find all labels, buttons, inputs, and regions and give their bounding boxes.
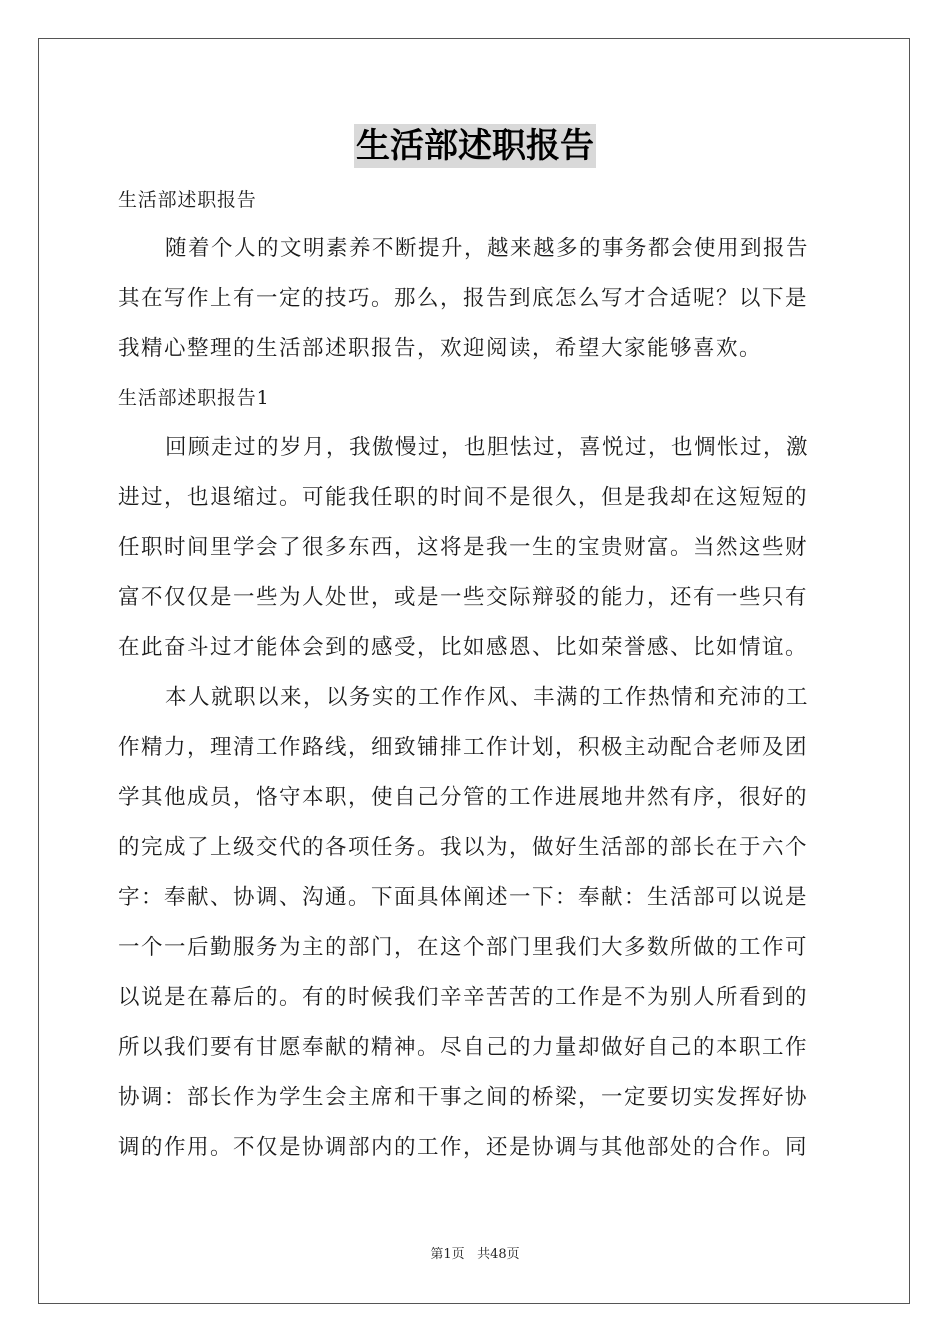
document-subtitle: 生活部述职报告 [118,189,257,211]
intro-line: 其在写作上有一定的技巧。那么，报告到底怎么写才合适呢？以下是 [118,286,809,311]
intro-line: 随着个人的文明素养不断提升，越来越多的事务都会使用到报告 [165,236,810,261]
paragraph-line: 以说是在幕后的。有的时候我们辛辛苦苦的工作是不为别人所看到的 [118,985,809,1010]
paragraph-line: 的完成了上级交代的各项任务。我以为，做好生活部的部长在于六个 [118,835,809,860]
paragraph-line: 学其他成员，恪守本职，使自己分管的工作进展地井然有序，很好的 [118,785,809,810]
page-border [38,38,910,1304]
intro-line: 我精心整理的生活部述职报告，欢迎阅读，希望大家能够喜欢。 [118,336,763,361]
document-title: 生活部述职报告 [356,126,594,166]
title-container [0,124,950,168]
paragraph-line: 富不仅仅是一些为人处世，或是一些交际辩驳的能力，还有一些只有 [118,585,809,610]
paragraph-line: 所以我们要有甘愿奉献的精神。尽自己的力量却做好自己的本职工作 [118,1035,809,1060]
footer-gap [465,1247,477,1262]
paragraph-line: 在此奋斗过才能体会到的感受，比如感恩、比如荣誉感、比如情谊。 [118,635,809,660]
paragraph-line: 一个一后勤服务为主的部门，在这个部门里我们大多数所做的工作可 [118,935,809,960]
paragraph-line: 回顾走过的岁月，我傲慢过，也胆怯过，喜悦过，也惆怅过，激 [165,435,810,460]
page-footer [0,1246,950,1264]
paragraph-line: 任职时间里学会了很多东西，这将是我一生的宝贵财富。当然这些财 [118,535,809,560]
paragraph-line: 进过，也退缩过。可能我任职的时间不是很久，但是我却在这短短的 [118,485,809,510]
paragraph-line: 调的作用。不仅是协调部内的工作，还是协调与其他部处的合作。同 [118,1135,809,1160]
page-number: 第1页 [430,1247,465,1262]
section-heading: 生活部述职报告1 [118,387,270,409]
paragraph-line: 作精力，理清工作路线，细致铺排工作计划，积极主动配合老师及团 [118,735,809,760]
total-pages: 共48页 [477,1247,520,1262]
paragraph-line: 本人就职以来，以务实的工作作风、丰满的工作热情和充沛的工 [165,685,810,710]
paragraph-line: 字：奉献、协调、沟通。下面具体阐述一下：奉献：生活部可以说是 [118,885,809,910]
paragraph-line: 协调：部长作为学生会主席和干事之间的桥梁，一定要切实发挥好协 [118,1085,809,1110]
